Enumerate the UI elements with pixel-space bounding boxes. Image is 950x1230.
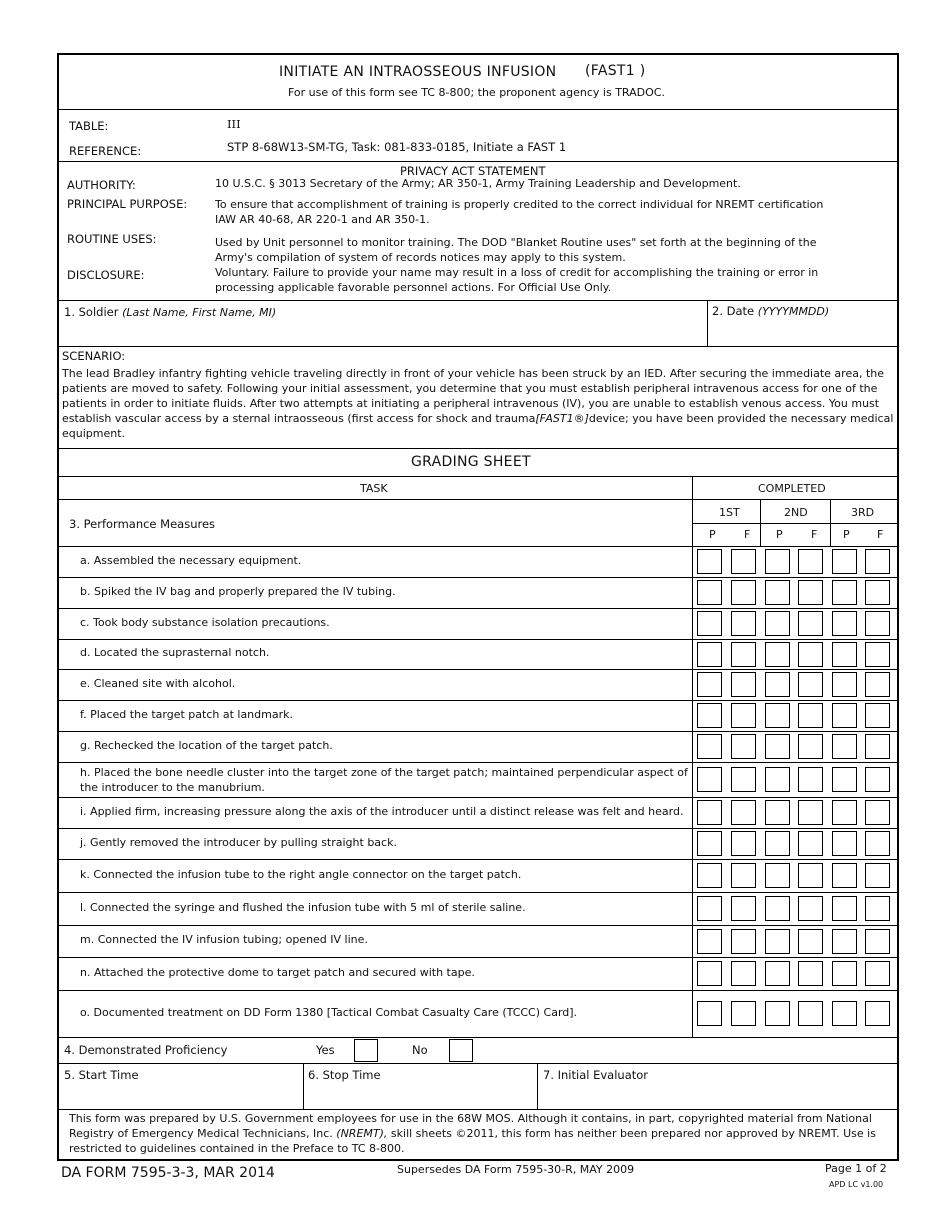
- date-field[interactable]: [712, 322, 894, 342]
- pass-header: P: [776, 528, 783, 541]
- pass-checkbox[interactable]: [765, 580, 790, 605]
- completed-header: COMPLETED: [758, 482, 826, 495]
- performance-measure-text: [80, 1005, 685, 1020]
- pass-checkbox[interactable]: [832, 580, 857, 605]
- pass-checkbox[interactable]: [697, 611, 722, 636]
- fail-checkbox[interactable]: [865, 703, 890, 728]
- performance-measure-text: [80, 835, 685, 850]
- notice-line: Registry of Emergency Medical Technicians, Inc. (NREMT), skill sheets ©2011, this form has neither been prepared nor approved by NREMT. Use is: [69, 1127, 876, 1140]
- fail-checkbox[interactable]: [731, 549, 756, 574]
- form-subtitle: For use of this form see TC 8-800; the proponent agency is TRADOC.: [288, 86, 665, 99]
- scenario-label: SCENARIO:: [62, 349, 126, 363]
- fail-checkbox[interactable]: [865, 863, 890, 888]
- pass-checkbox[interactable]: [697, 642, 722, 667]
- proficiency-label: 4. Demonstrated Proficiency: [64, 1043, 228, 1057]
- scenario-line: patients in order to initiate fluids. After two attempts at initiating a peripheral intravenous (IV), you are unable to establish venous access. You must: [62, 397, 880, 410]
- performance-measure-line: g. Rechecked the location of the target patch.: [80, 739, 333, 752]
- fail-checkbox[interactable]: [731, 929, 756, 954]
- fail-checkbox[interactable]: [865, 831, 890, 856]
- fail-checkbox[interactable]: [798, 896, 823, 921]
- scenario-line: patients are moved to safety. Following your initial assessment, you determine that you must establish peripheral intravenous access for one of the: [62, 382, 878, 395]
- scenario-line: The lead Bradley infantry fighting vehicle traveling directly in front of your vehicle has been struck by an IED. After securing the immediate area, the: [62, 367, 884, 380]
- performance-measure-line: a. Assembled the necessary equipment.: [80, 554, 302, 567]
- pass-checkbox[interactable]: [697, 1001, 722, 1026]
- attempt-header: 1ST: [719, 506, 740, 519]
- soldier-label: 1. Soldier (Last Name, First Name, MI): [64, 305, 277, 319]
- proficiency-no-label: No: [412, 1043, 428, 1057]
- fail-checkbox[interactable]: [798, 800, 823, 825]
- start-time-label: 5. Start Time: [64, 1068, 139, 1082]
- fail-checkbox[interactable]: [731, 863, 756, 888]
- performance-measure-text: [80, 553, 685, 568]
- fail-header: F: [744, 528, 751, 541]
- fail-checkbox[interactable]: [798, 1001, 823, 1026]
- fail-checkbox[interactable]: [865, 580, 890, 605]
- performance-measure-line: i. Applied firm, increasing pressure along the axis of the introducer until a distinct release was felt and heard.: [80, 805, 684, 818]
- pass-checkbox[interactable]: [765, 896, 790, 921]
- fail-checkbox[interactable]: [798, 863, 823, 888]
- fail-checkbox[interactable]: [731, 580, 756, 605]
- attempt-header: 2ND: [784, 506, 808, 519]
- stop-time-field[interactable]: [306, 1084, 534, 1106]
- performance-measure-line: o. Documented treatment on DD Form 1380 [Tactical Combat Casualty Care (TCCC) Card].: [80, 1006, 578, 1019]
- divider: [57, 161, 899, 162]
- task-header: TASK: [360, 482, 388, 495]
- performance-measure-text: [80, 804, 685, 819]
- divider: [57, 499, 899, 500]
- pass-checkbox[interactable]: [832, 642, 857, 667]
- fail-checkbox[interactable]: [865, 549, 890, 574]
- pass-header: P: [843, 528, 850, 541]
- fail-checkbox[interactable]: [798, 961, 823, 986]
- fail-checkbox[interactable]: [865, 961, 890, 986]
- pass-checkbox[interactable]: [832, 549, 857, 574]
- pass-checkbox[interactable]: [832, 896, 857, 921]
- fail-checkbox[interactable]: [731, 800, 756, 825]
- fail-header: F: [811, 528, 818, 541]
- fail-checkbox[interactable]: [731, 1001, 756, 1026]
- performance-measure-line: e. Cleaned site with alcohol.: [80, 677, 236, 690]
- evaluator-field[interactable]: [541, 1084, 895, 1106]
- fail-checkbox[interactable]: [731, 734, 756, 759]
- fail-checkbox[interactable]: [731, 703, 756, 728]
- table-value: III: [227, 117, 241, 131]
- reference-label: REFERENCE:: [69, 144, 142, 158]
- fail-checkbox[interactable]: [798, 611, 823, 636]
- fail-checkbox[interactable]: [798, 831, 823, 856]
- performance-measure-text: [80, 965, 685, 980]
- pass-checkbox[interactable]: [697, 549, 722, 574]
- disclosure-line: Voluntary. Failure to provide your name may result in a loss of credit for accomplishing the training or error in: [215, 266, 819, 279]
- fail-checkbox[interactable]: [798, 672, 823, 697]
- fail-checkbox[interactable]: [865, 642, 890, 667]
- fail-checkbox[interactable]: [798, 549, 823, 574]
- pass-checkbox[interactable]: [765, 549, 790, 574]
- performance-measure-line: n. Attached the protective dome to target patch and secured with tape.: [80, 966, 475, 979]
- page-number: Page 1 of 2: [825, 1162, 887, 1175]
- pass-checkbox[interactable]: [697, 831, 722, 856]
- performance-measure-text: [80, 900, 685, 915]
- performance-measure-line: k. Connected the infusion tube to the right angle connector on the target patch.: [80, 868, 522, 881]
- fail-checkbox[interactable]: [731, 896, 756, 921]
- pass-checkbox[interactable]: [832, 734, 857, 759]
- pass-checkbox[interactable]: [832, 767, 857, 792]
- fail-checkbox[interactable]: [731, 831, 756, 856]
- privacy-heading: PRIVACY ACT STATEMENT: [400, 164, 546, 178]
- purpose-line: IAW AR 40-68, AR 220-1 and AR 350-1.: [215, 213, 430, 226]
- performance-measures-label: 3. Performance Measures: [69, 517, 216, 531]
- performance-measure-text: [80, 584, 685, 599]
- soldier-name-field[interactable]: [64, 322, 704, 342]
- pass-checkbox[interactable]: [765, 1001, 790, 1026]
- notice-line: restricted to guidelines contained in the Preface to TC 8-800.: [69, 1142, 405, 1155]
- fail-checkbox[interactable]: [798, 929, 823, 954]
- fail-header: F: [877, 528, 884, 541]
- scenario-line: establish vascular access by a sternal intraosseous (first access for shock and trauma[FAST1®]device; you have been provided the necessary medical: [62, 412, 894, 425]
- performance-measure-line: m. Connected the IV infusion tubing; opened IV line.: [80, 933, 368, 946]
- proficiency-yes-label: Yes: [316, 1043, 335, 1057]
- grading-title: GRADING SHEET: [411, 454, 531, 470]
- divider: [57, 1037, 899, 1038]
- attempt-header: 3RD: [851, 506, 875, 519]
- pass-checkbox[interactable]: [765, 831, 790, 856]
- pass-checkbox[interactable]: [697, 800, 722, 825]
- pass-checkbox[interactable]: [697, 703, 722, 728]
- form-id: DA FORM 7595-3-3, MAR 2014: [61, 1165, 275, 1181]
- performance-measure-line: the introducer to the manubrium.: [80, 781, 265, 794]
- performance-measure-text: [80, 867, 685, 882]
- version-label: APD LC v1.00: [829, 1180, 884, 1189]
- scenario-line: equipment.: [62, 427, 126, 440]
- performance-measure-text: [80, 738, 685, 753]
- disclosure-label: DISCLOSURE:: [67, 268, 145, 282]
- performance-measure-line: c. Took body substance isolation precautions.: [80, 616, 330, 629]
- stop-time-label: 6. Stop Time: [308, 1068, 381, 1082]
- divider: [537, 1063, 538, 1109]
- performance-measure-line: j. Gently removed the introducer by pulling straight back.: [80, 836, 397, 849]
- pass-checkbox[interactable]: [765, 642, 790, 667]
- pass-checkbox[interactable]: [765, 929, 790, 954]
- divider: [57, 448, 899, 449]
- form-title: INITIATE AN INTRAOSSEOUS INFUSION: [279, 64, 557, 80]
- performance-measure-line: h. Placed the bone needle cluster into the target zone of the target patch; maintained perpendicular aspect of: [80, 766, 688, 779]
- fail-checkbox[interactable]: [798, 734, 823, 759]
- proficiency-yes-checkbox[interactable]: [354, 1039, 378, 1062]
- fail-checkbox[interactable]: [865, 896, 890, 921]
- pass-checkbox[interactable]: [697, 672, 722, 697]
- divider: [303, 1063, 304, 1109]
- performance-measure-text: [80, 932, 685, 947]
- performance-measure-line: b. Spiked the IV bag and properly prepared the IV tubing.: [80, 585, 396, 598]
- routine-label: ROUTINE USES:: [67, 232, 157, 246]
- pass-checkbox[interactable]: [765, 961, 790, 986]
- performance-measure-text: [80, 645, 685, 660]
- pass-checkbox[interactable]: [832, 929, 857, 954]
- pass-checkbox[interactable]: [832, 863, 857, 888]
- performance-measure-text: [80, 676, 685, 691]
- pass-checkbox[interactable]: [765, 672, 790, 697]
- date-label: 2. Date (YYYYMMDD): [712, 304, 830, 318]
- fail-checkbox[interactable]: [865, 1001, 890, 1026]
- table-label: TABLE:: [69, 119, 109, 133]
- authority-label: AUTHORITY:: [67, 178, 136, 192]
- divider: [57, 1063, 899, 1064]
- fail-checkbox[interactable]: [731, 642, 756, 667]
- form-title-suffix: (FAST1 ): [585, 63, 646, 79]
- reference-value: STP 8-68W13-SM-TG, Task: 081-833-0185, Initiate a FAST 1: [227, 140, 567, 154]
- fail-checkbox[interactable]: [865, 800, 890, 825]
- fail-checkbox[interactable]: [865, 672, 890, 697]
- proficiency-no-checkbox[interactable]: [449, 1039, 473, 1062]
- fail-checkbox[interactable]: [865, 929, 890, 954]
- divider: [692, 523, 899, 524]
- pass-checkbox[interactable]: [832, 672, 857, 697]
- notice-line: This form was prepared by U.S. Government employees for use in the 68W MOS. Although it contains, in part, copyrighted material from National: [69, 1112, 872, 1125]
- fail-checkbox[interactable]: [798, 767, 823, 792]
- disclosure-line: processing applicable favorable personnel actions. For Official Use Only.: [215, 281, 612, 294]
- routine-line: Used by Unit personnel to monitor training. The DOD "Blanket Routine uses" set forth at the beginning of the: [215, 236, 817, 249]
- pass-checkbox[interactable]: [697, 961, 722, 986]
- pass-checkbox[interactable]: [832, 831, 857, 856]
- divider: [57, 346, 899, 347]
- supersedes-note: Supersedes DA Form 7595-30-R, MAY 2009: [397, 1163, 635, 1176]
- fail-checkbox[interactable]: [798, 703, 823, 728]
- divider: [57, 476, 899, 477]
- pass-checkbox[interactable]: [765, 703, 790, 728]
- performance-measure-text: [80, 765, 688, 795]
- fail-checkbox[interactable]: [731, 672, 756, 697]
- fail-checkbox[interactable]: [731, 767, 756, 792]
- pass-checkbox[interactable]: [697, 767, 722, 792]
- divider: [707, 300, 708, 346]
- fail-checkbox[interactable]: [798, 642, 823, 667]
- start-time-field[interactable]: [62, 1084, 300, 1106]
- fail-checkbox[interactable]: [731, 961, 756, 986]
- pass-checkbox[interactable]: [697, 929, 722, 954]
- pass-checkbox[interactable]: [697, 896, 722, 921]
- purpose-line: To ensure that accomplishment of training is properly credited to the correct individual for NREMT certification: [215, 198, 824, 211]
- evaluator-label: 7. Initial Evaluator: [543, 1068, 649, 1082]
- pass-checkbox[interactable]: [765, 767, 790, 792]
- pass-checkbox[interactable]: [697, 580, 722, 605]
- fail-checkbox[interactable]: [865, 734, 890, 759]
- pass-checkbox[interactable]: [765, 611, 790, 636]
- pass-checkbox[interactable]: [832, 1001, 857, 1026]
- pass-checkbox[interactable]: [832, 961, 857, 986]
- pass-checkbox[interactable]: [832, 800, 857, 825]
- divider: [57, 109, 899, 110]
- divider: [830, 499, 831, 546]
- purpose-label: PRINCIPAL PURPOSE:: [67, 197, 188, 211]
- pass-checkbox[interactable]: [697, 734, 722, 759]
- pass-checkbox[interactable]: [765, 734, 790, 759]
- routine-line: Army's compilation of system of records notices may apply to this system.: [215, 251, 626, 264]
- performance-measure-line: f. Placed the target patch at landmark.: [80, 708, 293, 721]
- performance-measure-line: l. Connected the syringe and flushed the infusion tube with 5 ml of sterile saline.: [80, 901, 526, 914]
- pass-checkbox[interactable]: [697, 863, 722, 888]
- performance-measure-text: [80, 707, 685, 722]
- authority-value: 10 U.S.C. § 3013 Secretary of the Army; AR 350-1, Army Training Leadership and Development.: [215, 177, 741, 190]
- divider: [760, 499, 761, 546]
- performance-measure-line: d. Located the suprasternal notch.: [80, 646, 270, 659]
- fail-checkbox[interactable]: [731, 611, 756, 636]
- pass-checkbox[interactable]: [832, 611, 857, 636]
- pass-checkbox[interactable]: [765, 800, 790, 825]
- pass-header: P: [709, 528, 716, 541]
- pass-checkbox[interactable]: [832, 703, 857, 728]
- divider: [57, 300, 899, 301]
- fail-checkbox[interactable]: [865, 611, 890, 636]
- performance-measure-text: [80, 615, 685, 630]
- fail-checkbox[interactable]: [798, 580, 823, 605]
- pass-checkbox[interactable]: [765, 863, 790, 888]
- fail-checkbox[interactable]: [865, 767, 890, 792]
- divider: [57, 1109, 899, 1110]
